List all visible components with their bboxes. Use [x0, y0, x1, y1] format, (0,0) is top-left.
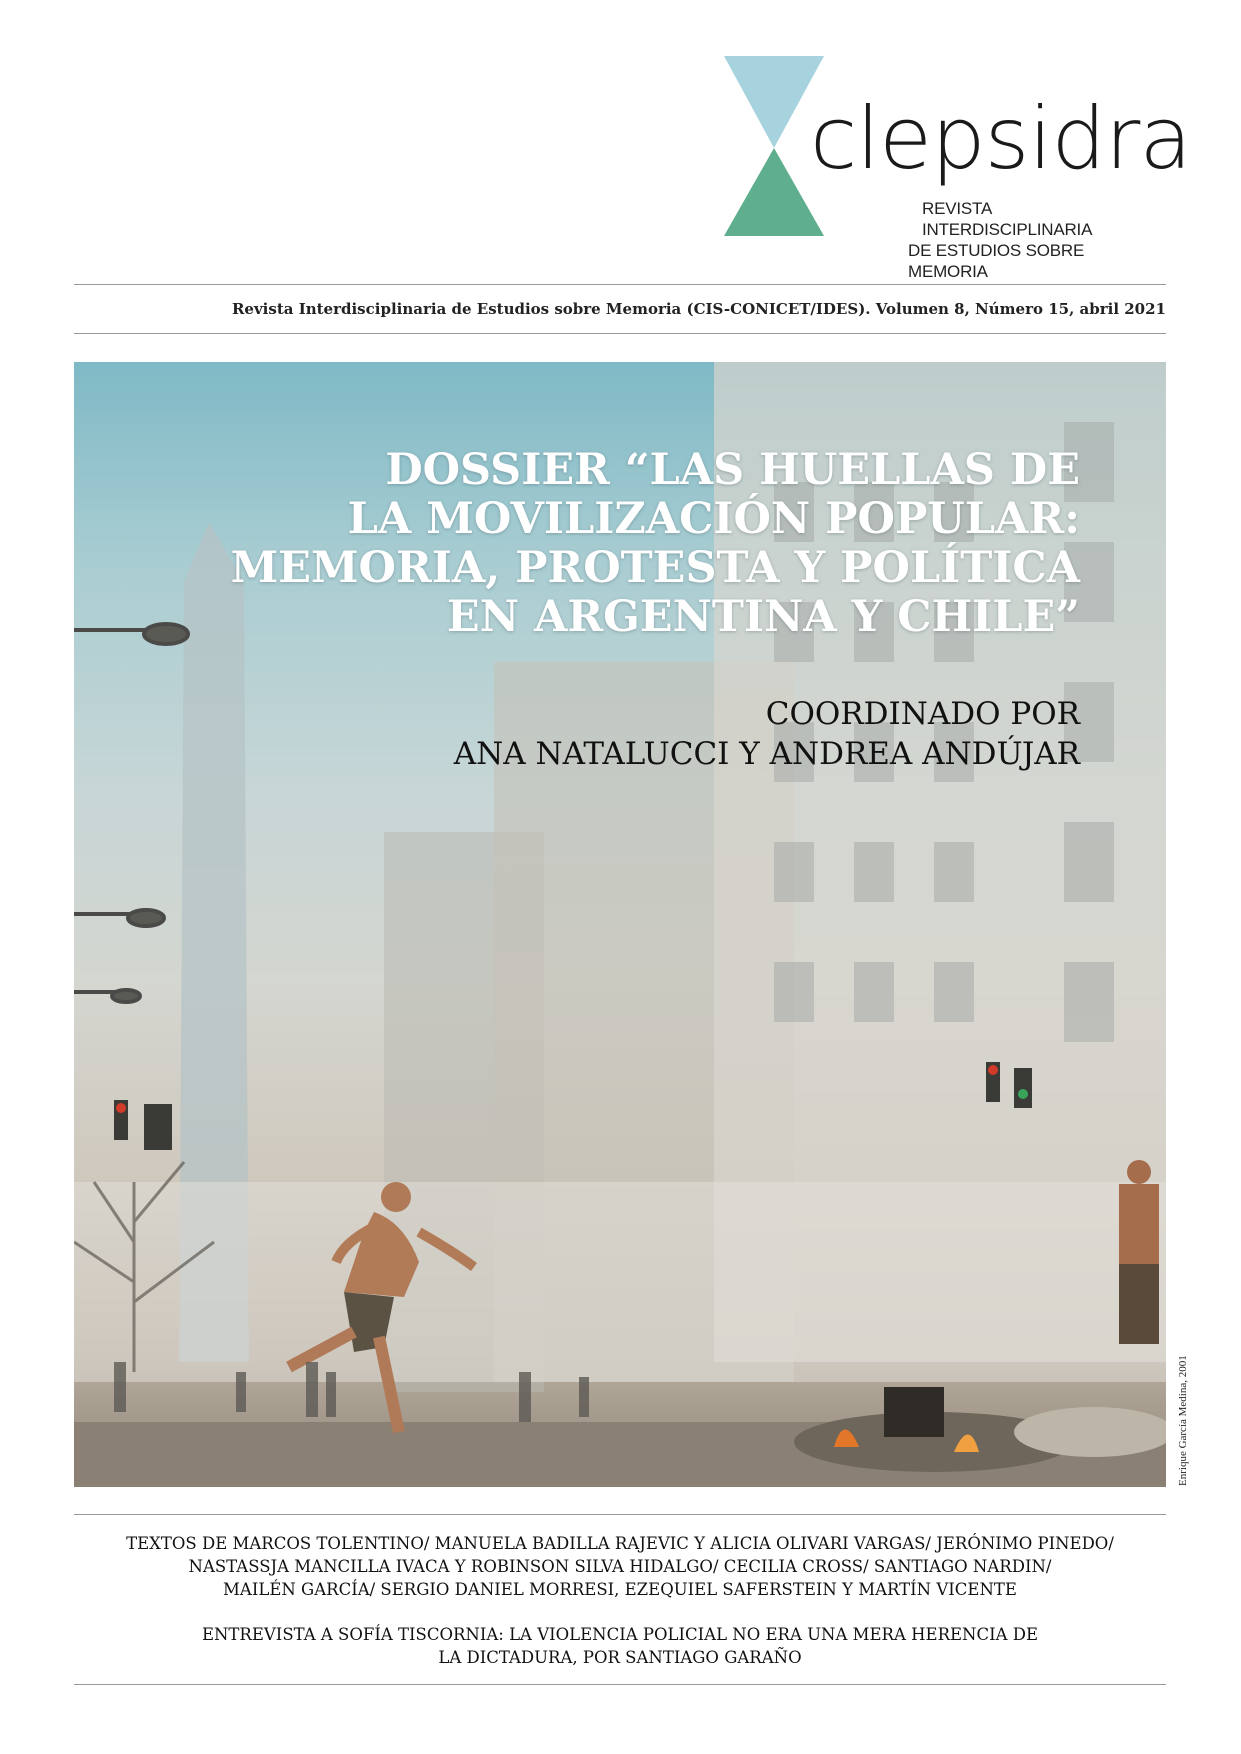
dossier-title-line-4: EN ARGENTINA Y CHILE” — [446, 592, 1080, 642]
coordinated-by-label: COORDINADO POR — [765, 696, 1080, 732]
bottom-divider — [74, 1684, 1166, 1685]
logo-subtitle-line-1: REVISTA INTERDISCIPLINARIA — [922, 199, 1093, 239]
contents-texts-line-2: NASTASSJA MANCILLA IVACA Y ROBINSON SILVA HIDALGO/ CECILIA CROSS/ SANTIAGO NARDIN/ — [188, 1557, 1052, 1576]
dossier-title-line-1: DOSSIER “LAS HUELLAS DE — [385, 445, 1080, 495]
coordinators-block — [180, 694, 1080, 774]
top-divider — [74, 284, 1166, 285]
dossier-title-line-3: MEMORIA, PROTESTA Y POLÍTICA — [230, 543, 1080, 593]
logo-subtitle — [908, 198, 1164, 282]
hourglass-bottom-triangle — [724, 148, 824, 236]
contents-list — [74, 1532, 1166, 1669]
street-lamps — [74, 624, 188, 1002]
logo-subtitle-line-2: DE ESTUDIOS SOBRE MEMORIA — [908, 241, 1085, 281]
contents-interview-line-2: LA DICTADURA, POR SANTIAGO GARAÑO — [438, 1648, 802, 1667]
journal-logo — [724, 56, 1192, 281]
dossier-title — [180, 446, 1080, 642]
contents-texts-line-3: MAILÉN GARCÍA/ SERGIO DANIEL MORRESI, EZEQUIEL SAFERSTEIN Y MARTÍN VICENTE — [223, 1580, 1017, 1599]
journal-issue-line: Revista Interdisciplinaria de Estudios sobre Memoria (CIS-CONICET/IDES). Volumen 8, Número 15, abril 2021 — [231, 300, 1166, 318]
photo-credit: Enrique García Medina, 2001 — [1177, 1355, 1189, 1486]
coordinator-names: ANA NATALUCCI Y ANDREA ANDÚJAR — [453, 736, 1080, 772]
header-divider — [74, 333, 1166, 334]
dossier-title-line-2: LA MOVILIZACIÓN POPULAR: — [347, 494, 1080, 544]
hourglass-logo-icon — [724, 56, 824, 236]
second-protester-figure — [1119, 1160, 1159, 1344]
contents-top-divider — [74, 1514, 1166, 1515]
contents-interview-line-1: ENTREVISTA A SOFÍA TISCORNIA: LA VIOLENCIA POLICIAL NO ERA UNA MERA HERENCIA DE — [201, 1625, 1039, 1644]
logo-wordmark: clepsidra — [810, 89, 1192, 189]
cover-photo — [74, 362, 1166, 1487]
contents-texts-line-1: TEXTOS DE MARCOS TOLENTINO/ MANUELA BADILLA RAJEVIC Y ALICIA OLIVARI VARGAS/ JERÓNIMO PINEDO/ — [126, 1534, 1114, 1553]
hourglass-top-triangle — [724, 56, 824, 148]
smoke-haze — [74, 1182, 1166, 1382]
